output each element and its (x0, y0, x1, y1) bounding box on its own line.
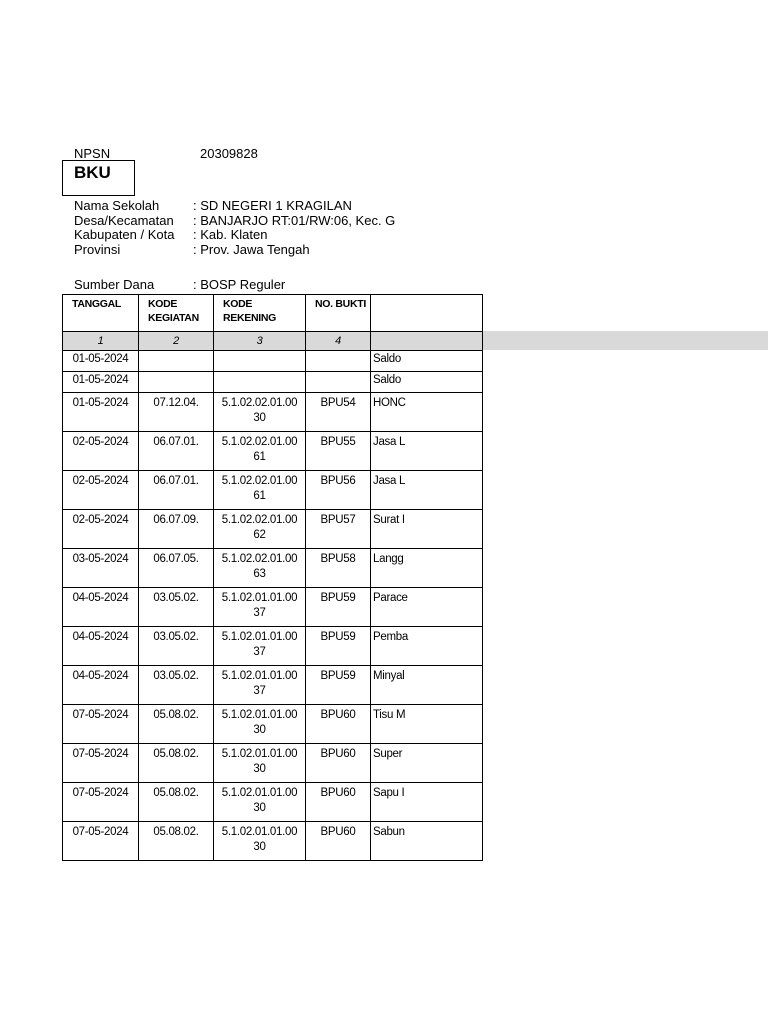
bku-table-viewport (62, 294, 408, 853)
table-body (63, 351, 483, 861)
rekening-line-1: 5.1.02.02.01.00 (221, 397, 298, 409)
tanggal-cell: 04-05-2024 (63, 627, 139, 666)
rekening-cell (214, 432, 306, 471)
rekening-line-2: 61 (253, 490, 266, 502)
table-row (63, 471, 483, 510)
tanggal-cell: 01-05-2024 (63, 372, 139, 393)
tanggal-cell: 07-05-2024 (63, 705, 139, 744)
table-row (63, 372, 483, 393)
bukti-cell: BPU55 (306, 432, 371, 471)
nama-sekolah-value: : SD NEGERI 1 KRAGILAN (193, 198, 352, 213)
sumber-dana-value: : BOSP Reguler (193, 277, 286, 292)
table-row (63, 783, 483, 822)
uraian-cell: Pemba (371, 627, 483, 666)
uraian-cell: HONC (371, 393, 483, 432)
table-header-row (63, 295, 483, 332)
tanggal-cell: 04-05-2024 (63, 588, 139, 627)
kegiatan-cell: 05.08.02. (139, 744, 214, 783)
rekening-cell (214, 783, 306, 822)
column-header: KODE REKENING (214, 295, 306, 332)
kegiatan-cell: 05.08.02. (139, 783, 214, 822)
uraian-cell: Langg (371, 549, 483, 588)
rekening-cell (214, 744, 306, 783)
rekening-cell (214, 510, 306, 549)
bukti-cell: BPU60 (306, 705, 371, 744)
tanggal-cell: 04-05-2024 (63, 666, 139, 705)
tanggal-cell: 07-05-2024 (63, 783, 139, 822)
column-number: 4 (306, 332, 371, 351)
rekening-line-1: 5.1.02.02.01.00 (221, 514, 298, 526)
uraian-cell: Sapu I (371, 783, 483, 822)
table-row (63, 432, 483, 471)
tanggal-cell: 01-05-2024 (63, 393, 139, 432)
nama-sekolah-label: Nama Sekolah (74, 198, 160, 213)
kegiatan-cell: 06.07.01. (139, 432, 214, 471)
bukti-cell: BPU54 (306, 393, 371, 432)
rekening-line-2: 37 (253, 685, 266, 697)
rekening-line-1: 5.1.02.02.01.00 (221, 553, 298, 565)
kegiatan-cell: 03.05.02. (139, 666, 214, 705)
bukti-cell: BPU56 (306, 471, 371, 510)
kegiatan-cell (139, 351, 214, 372)
kabupaten-label: Kabupaten / Kota (74, 227, 175, 242)
table-row (63, 588, 483, 627)
uraian-cell: Saldo (371, 372, 483, 393)
column-number (371, 332, 483, 351)
kegiatan-cell: 05.08.02. (139, 822, 214, 861)
bku-table (62, 294, 483, 861)
desa-value: : BANJARJO RT:01/RW:06, Kec. G (193, 213, 396, 228)
uraian-cell: Sabun (371, 822, 483, 861)
table-row (63, 510, 483, 549)
rekening-line-2: 37 (253, 607, 266, 619)
uraian-cell: Saldo (371, 351, 483, 372)
rekening-line-1: 5.1.02.01.01.00 (221, 787, 298, 799)
table-row (63, 627, 483, 666)
rekening-line-1: 5.1.02.01.01.00 (221, 826, 298, 838)
rekening-line-1: 5.1.02.01.01.00 (221, 631, 298, 643)
rekening-line-1: 5.1.02.01.01.00 (221, 709, 298, 721)
kegiatan-cell (139, 372, 214, 393)
bukti-cell: BPU58 (306, 549, 371, 588)
bukti-cell: BPU60 (306, 822, 371, 861)
tanggal-cell: 07-05-2024 (63, 744, 139, 783)
rekening-line-1: 5.1.02.02.01.00 (221, 475, 298, 487)
rekening-cell (214, 588, 306, 627)
rekening-cell (214, 549, 306, 588)
rekening-line-2: 30 (253, 802, 266, 814)
sumber-dana-label: Sumber Dana (74, 277, 155, 292)
rekening-line-1: 5.1.02.01.01.00 (221, 592, 298, 604)
bukti-cell: BPU59 (306, 666, 371, 705)
provinsi-value: : Prov. Jawa Tengah (193, 242, 310, 257)
table-row (63, 705, 483, 744)
rekening-line-2: 30 (253, 724, 266, 736)
rekening-cell (214, 705, 306, 744)
uraian-cell: Jasa L (371, 471, 483, 510)
bukti-cell (306, 351, 371, 372)
tanggal-cell: 01-05-2024 (63, 351, 139, 372)
bukti-cell: BPU60 (306, 744, 371, 783)
rekening-line-2: 37 (253, 646, 266, 658)
bukti-cell: BPU60 (306, 783, 371, 822)
column-header (371, 295, 483, 332)
table-row (63, 822, 483, 861)
page-title: BKU (74, 163, 111, 182)
kegiatan-cell: 03.05.02. (139, 627, 214, 666)
rekening-line-1: 5.1.02.01.01.00 (221, 748, 298, 760)
tanggal-cell: 02-05-2024 (63, 432, 139, 471)
rekening-line-2: 30 (253, 841, 266, 853)
rekening-line-2: 30 (253, 763, 266, 775)
column-header: TANGGAL (63, 295, 139, 332)
rekening-line-2: 63 (253, 568, 266, 580)
uraian-cell: Parace (371, 588, 483, 627)
rekening-cell (214, 822, 306, 861)
kegiatan-cell: 06.07.01. (139, 471, 214, 510)
uraian-cell: Tisu M (371, 705, 483, 744)
kegiatan-cell: 05.08.02. (139, 705, 214, 744)
kabupaten-value: : Kab. Klaten (193, 227, 268, 242)
bukti-cell: BPU59 (306, 588, 371, 627)
kegiatan-cell: 07.12.04. (139, 393, 214, 432)
column-header: NO. BUKTI (306, 295, 371, 332)
rekening-cell (214, 471, 306, 510)
uraian-cell: Minyal (371, 666, 483, 705)
bukti-cell: BPU59 (306, 627, 371, 666)
provinsi-label: Provinsi (74, 242, 121, 257)
rekening-line-2: 62 (253, 529, 266, 541)
table-row (63, 393, 483, 432)
rekening-line-2: 61 (253, 451, 266, 463)
npsn-label: NPSN (74, 146, 111, 161)
bukti-cell: BPU57 (306, 510, 371, 549)
column-number: 3 (214, 332, 306, 351)
table-row (63, 351, 483, 372)
rekening-line-1: 5.1.02.02.01.00 (221, 436, 298, 448)
kegiatan-cell: 03.05.02. (139, 588, 214, 627)
column-number: 1 (63, 332, 139, 351)
table-row (63, 744, 483, 783)
rekening-cell (214, 393, 306, 432)
rekening-line-1: 5.1.02.01.01.00 (221, 670, 298, 682)
table-row (63, 549, 483, 588)
column-number-row (63, 332, 483, 351)
uraian-cell: Super (371, 744, 483, 783)
rekening-cell (214, 666, 306, 705)
tanggal-cell: 02-05-2024 (63, 510, 139, 549)
rekening-cell (214, 627, 306, 666)
rekening-cell (214, 372, 306, 393)
tanggal-cell: 07-05-2024 (63, 822, 139, 861)
desa-label: Desa/Kecamatan (74, 213, 174, 228)
uraian-cell: Surat I (371, 510, 483, 549)
tanggal-cell: 02-05-2024 (63, 471, 139, 510)
rekening-line-2: 30 (253, 412, 266, 424)
rekening-cell (214, 351, 306, 372)
npsn-value: 20309828 (200, 146, 258, 161)
uraian-cell: Jasa L (371, 432, 483, 471)
bukti-cell (306, 372, 371, 393)
table-row (63, 666, 483, 705)
column-header: KODE KEGIATAN (139, 295, 214, 332)
column-number: 2 (139, 332, 214, 351)
kegiatan-cell: 06.07.05. (139, 549, 214, 588)
kegiatan-cell: 06.07.09. (139, 510, 214, 549)
tanggal-cell: 03-05-2024 (63, 549, 139, 588)
